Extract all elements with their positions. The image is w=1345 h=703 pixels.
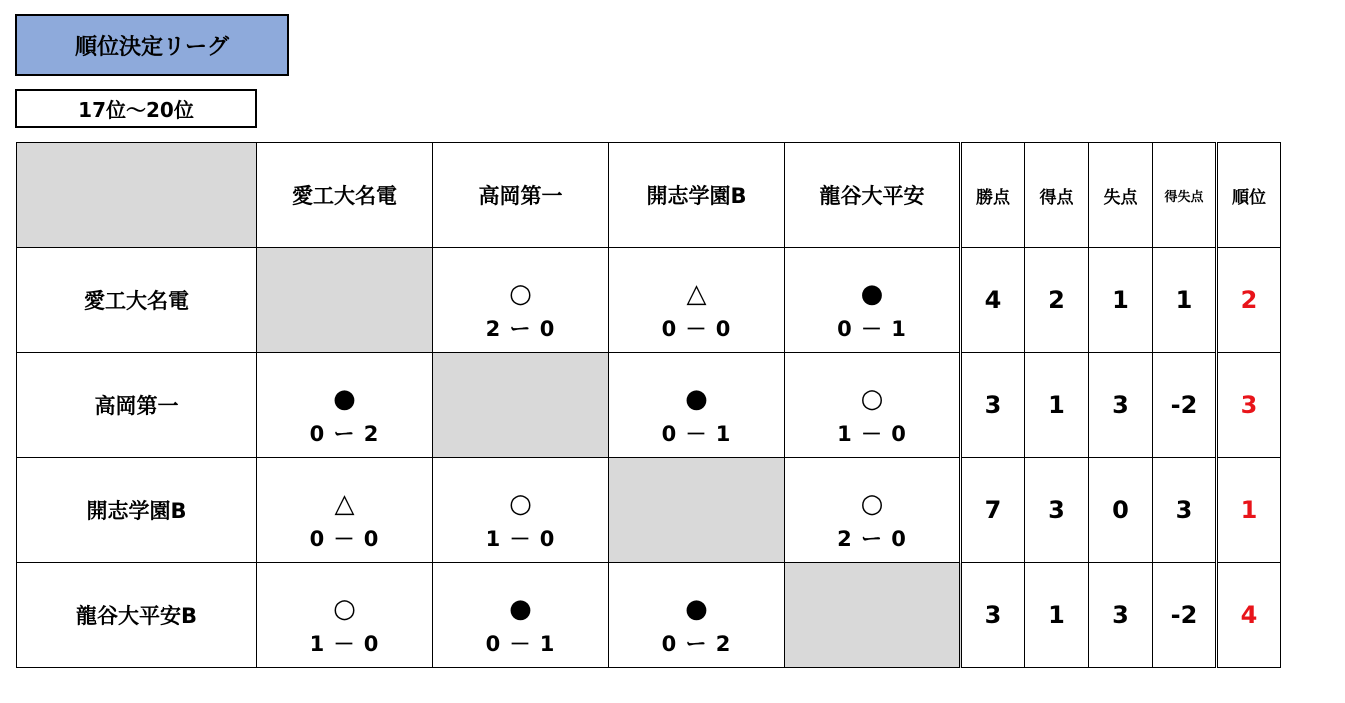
rank-value: 4 — [1217, 563, 1281, 668]
goal-difference-value: 1 — [1153, 248, 1217, 353]
goal-difference-value: -2 — [1153, 353, 1217, 458]
match-score: 0 ー 2 — [661, 632, 732, 656]
rank-value: 1 — [1217, 458, 1281, 563]
result-mark: ○ — [860, 489, 884, 519]
goal-difference-value: 3 — [1153, 458, 1217, 563]
match-result-cell — [257, 458, 433, 563]
match-result-cell — [433, 458, 609, 563]
goals-against-header: 失点 — [1089, 143, 1153, 248]
match-result-cell — [609, 248, 785, 353]
self-match-cell — [609, 458, 785, 563]
goals-against-value: 1 — [1089, 248, 1153, 353]
goals-for-header: 得点 — [1025, 143, 1089, 248]
match-result-cell — [785, 353, 961, 458]
bracket-range-label: 17位～20位 — [15, 89, 257, 128]
row-team-name: 開志学園B — [17, 458, 257, 563]
points-value: 7 — [961, 458, 1025, 563]
self-match-cell — [433, 353, 609, 458]
result-mark: ● — [333, 384, 356, 414]
self-match-cell — [785, 563, 961, 668]
table-row — [17, 248, 1281, 353]
table-row — [17, 458, 1281, 563]
result-mark: ○ — [509, 489, 532, 519]
result-mark: ● — [509, 594, 532, 624]
goals-for-value: 3 — [1025, 458, 1089, 563]
column-team-header: 高岡第一 — [433, 143, 609, 248]
match-score: 0 － 1 — [837, 317, 907, 341]
table-row — [17, 353, 1281, 458]
corner-cell — [17, 143, 257, 248]
match-result-cell — [785, 458, 961, 563]
match-score: 2 ー 0 — [485, 317, 556, 341]
result-mark: △ — [334, 489, 355, 519]
match-score: 1 － 0 — [485, 527, 556, 551]
result-mark: ○ — [860, 384, 884, 414]
result-mark: ○ — [509, 279, 532, 309]
row-team-name: 龍谷大平安B — [17, 563, 257, 668]
goal-difference-header: 得失点 — [1153, 143, 1217, 248]
rank-header: 順位 — [1217, 143, 1281, 248]
match-score: 0 ー 2 — [309, 422, 380, 446]
match-result-cell — [257, 353, 433, 458]
self-match-cell — [257, 248, 433, 353]
goals-for-value: 2 — [1025, 248, 1089, 353]
column-team-header: 愛工大名電 — [257, 143, 433, 248]
row-team-name: 愛工大名電 — [17, 248, 257, 353]
goals-for-value: 1 — [1025, 563, 1089, 668]
goals-for-value: 1 — [1025, 353, 1089, 458]
result-mark: ○ — [333, 594, 356, 624]
row-team-name: 高岡第一 — [17, 353, 257, 458]
match-result-cell — [433, 248, 609, 353]
points-value: 3 — [961, 353, 1025, 458]
match-score: 0 － 0 — [661, 317, 732, 341]
goals-against-value: 3 — [1089, 563, 1153, 668]
column-team-header: 開志学園B — [609, 143, 785, 248]
goals-against-value: 3 — [1089, 353, 1153, 458]
page-title: 順位決定リーグ — [15, 14, 289, 76]
column-team-header: 龍谷大平安 — [785, 143, 961, 248]
match-score: 0 － 1 — [661, 422, 732, 446]
match-score: 1 － 0 — [837, 422, 907, 446]
match-score: 1 － 0 — [309, 632, 380, 656]
table-row — [17, 563, 1281, 668]
match-score: 0 － 1 — [485, 632, 556, 656]
match-score: 2 ー 0 — [837, 527, 907, 551]
goal-difference-value: -2 — [1153, 563, 1217, 668]
points-value: 3 — [961, 563, 1025, 668]
rank-value: 3 — [1217, 353, 1281, 458]
points-header: 勝点 — [961, 143, 1025, 248]
result-mark: ● — [685, 594, 708, 624]
goals-against-value: 0 — [1089, 458, 1153, 563]
match-result-cell — [433, 563, 609, 668]
match-result-cell — [609, 563, 785, 668]
match-result-cell — [609, 353, 785, 458]
result-mark: △ — [686, 279, 707, 309]
result-mark: ● — [685, 384, 708, 414]
match-result-cell — [785, 248, 961, 353]
match-result-cell — [257, 563, 433, 668]
league-table — [16, 142, 1281, 668]
header-row — [17, 143, 1281, 248]
points-value: 4 — [961, 248, 1025, 353]
result-mark: ● — [860, 279, 884, 309]
rank-value: 2 — [1217, 248, 1281, 353]
match-score: 0 － 0 — [309, 527, 380, 551]
